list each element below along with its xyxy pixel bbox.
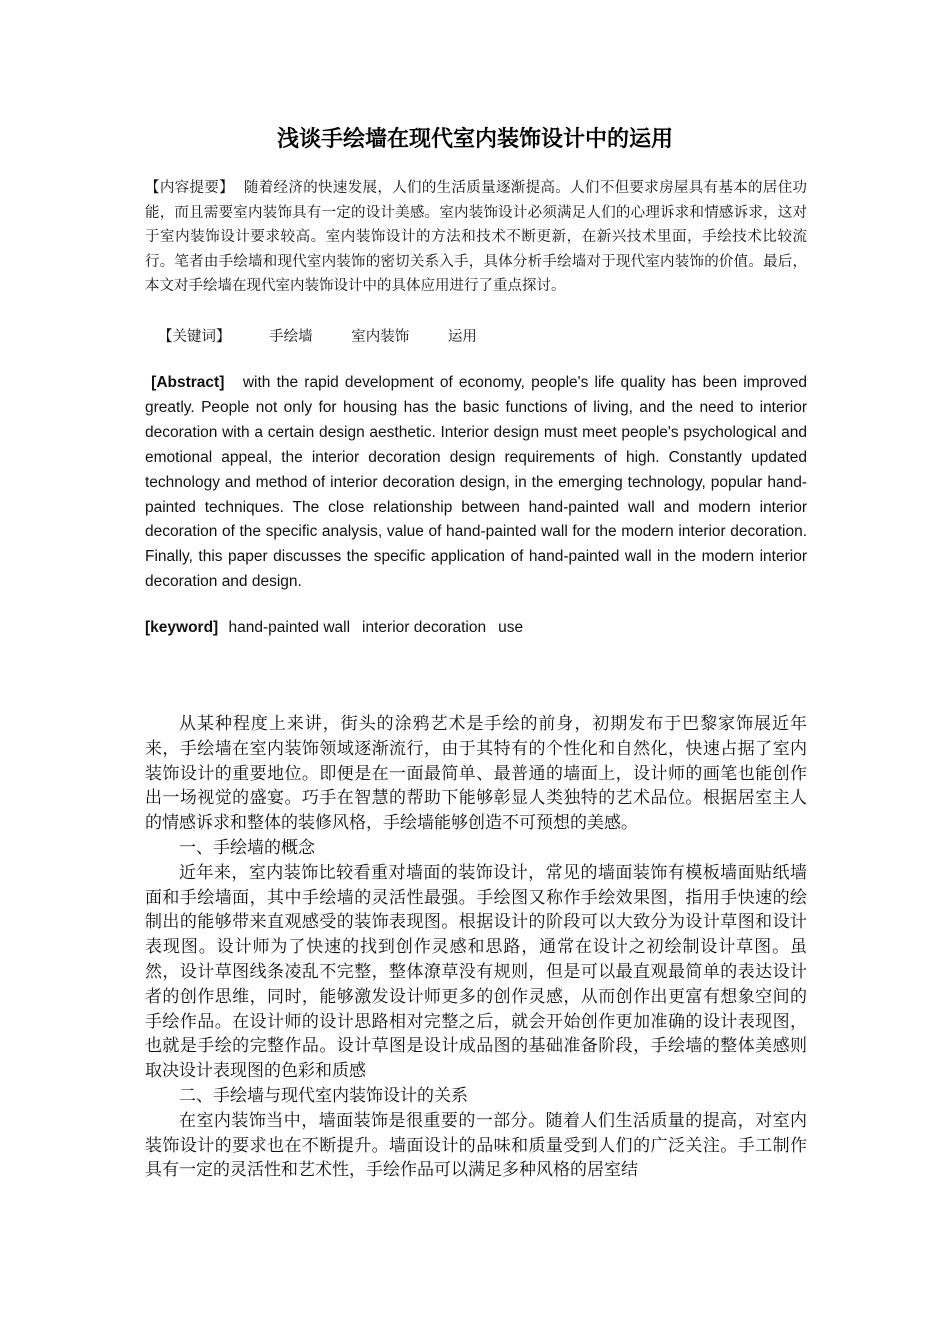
english-abstract bbox=[145, 371, 807, 595]
chinese-keyword: 手绘墙 bbox=[269, 329, 313, 345]
english-keywords-label: [keyword] bbox=[145, 619, 219, 636]
chinese-abstract bbox=[145, 176, 807, 299]
body-text bbox=[145, 712, 807, 1183]
section-paragraph-1: 近年来，室内装饰比较看重对墙面的装饰设计，常见的墙面装饰有模板墙面贴纸墙面和手绘墙面，其中手绘墙的灵活性最强。手绘图又称作手绘效果图，指用手快速的绘制出的能够带来直观感受的装饰表现图。根据设计的阶段可以大致分为设计草图和设计表现图。设计师为了快速的找到创作灵感和思路，通常在设计之初绘制设计草图。虽然，设计草图线条凌乱不完整，整体潦草没有规则，但是可以最直观最简单的表达设计者的创作思维，同时，能够激发设计师更多的创作灵感，从而创作出更富有想象空间的手绘作品。在设计师的设计思路相对完整之后，就会开始创作更加准确的设计表现图，也就是手绘的完整作品。设计草图是设计成品图的基础准备阶段，手绘墙的整体美感则取决设计表现图的色彩和质感 bbox=[145, 862, 807, 1082]
chinese-keyword: 运用 bbox=[447, 329, 477, 345]
chinese-keywords bbox=[158, 325, 511, 346]
paper-title: 浅谈手绘墙在现代室内装饰设计中的运用 bbox=[276, 127, 673, 152]
english-abstract-label: [Abstract] bbox=[151, 374, 225, 391]
chinese-abstract-text: 随着经济的快速发展，人们的生活质量逐渐提高。人们不但要求房屋具有基本的居住功能，而且需要室内装饰具有一定的设计美感。室内装饰设计必须满足人们的心理诉求和情感诉求，这对于室内装饰设计要求较高。室内装饰设计的方法和技术不断更新，在新兴技术里面，手绘技术比较流行。笔者由手绘墙和现代室内装饰的密切关系入手，具体分析手绘墙对于现代室内装饰的价值。最后，本文对手绘墙在现代室内装饰设计中的具体应用进行了重点探讨。 bbox=[145, 180, 808, 295]
chinese-abstract-label: 【内容提要】 bbox=[145, 180, 234, 196]
english-keywords bbox=[145, 619, 529, 637]
chinese-keywords-label: 【关键词】 bbox=[158, 329, 231, 345]
english-keyword: interior decoration bbox=[362, 619, 487, 636]
section-heading-1: 一、手绘墙的概念 bbox=[179, 837, 315, 858]
english-keyword: use bbox=[498, 619, 524, 636]
english-abstract-text: with the rapid development of economy, people's life quality has been improved greatly. People not only for housing has the basic functions of living, and the need to interior decoration with a certain design aesthetic. Interior design must meet people's psychological and emotional appeal, the interior decoration design requirements of high. Constantly updated technology and method of interior decoration design, in the emerging technology, popular hand-painted techniques. The close relationship between hand-painted wall and modern interior decoration of the specific analysis, value of hand-painted wall for the modern interior decoration. Finally, this paper discusses the specific application of hand-painted wall in the modern interior decoration and design. bbox=[145, 374, 808, 591]
chinese-keyword: 室内装饰 bbox=[351, 329, 410, 345]
intro-paragraph: 从某种程度上来讲，街头的涂鸦艺术是手绘的前身，初期发布于巴黎家饰展近年来，手绘墙在室内装饰领域逐渐流行，由于其特有的个性化和自然化，快速占据了室内装饰设计的重要地位。即便是在一面最简单、最普通的墙面上，设计师的画笔也能创作出一场视觉的盛宴。巧手在智慧的帮助下能够彰显人类独特的艺术品位。根据居室主人的情感诉求和整体的装修风格，手绘墙能够创造不可预想的美感。 bbox=[145, 714, 807, 834]
section-heading-2: 二、手绘墙与现代室内装饰设计的关系 bbox=[179, 1085, 468, 1106]
english-keyword: hand-painted wall bbox=[228, 619, 351, 636]
section-paragraph-2: 在室内装饰当中，墙面装饰是很重要的一部分。随着人们生活质量的提高，对室内装饰设计的要求也在不断提升。墙面设计的品味和质量受到人们的广泛关注。手工制作具有一定的灵活性和艺术性，手绘作品可以满足多种风格的居室结 bbox=[145, 1110, 807, 1181]
